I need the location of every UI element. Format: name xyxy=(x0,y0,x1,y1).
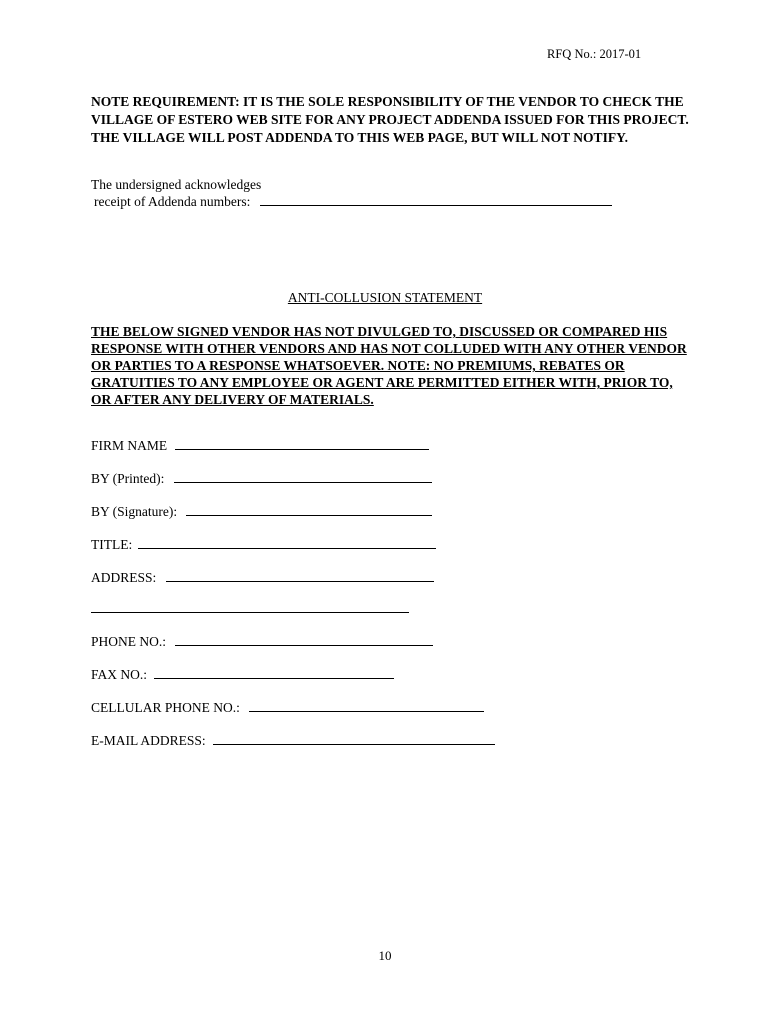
title-row xyxy=(91,536,436,553)
phone-row xyxy=(91,633,433,650)
acknowledge-line-1: The undersigned acknowledges xyxy=(91,177,262,192)
anti-collusion-statement: THE BELOW SIGNED VENDOR HAS NOT DIVULGED TO, DISCUSSED OR COMPARED HIS RESPONSE WITH OTHER VENDORS AND HAS NOT COLLUDED WITH ANY OTHER VENDOR OR PARTIES TO A RESPONSE WHATSOEVER. NOTE: NO PREMIUMS, REBATES OR GRATUITIES TO ANY EMPLOYEE OR AGENT ARE PERMITTED EITHER WITH, PRIOR TO, OR AFTER ANY DELIVERY OF MATERIALS. xyxy=(91,324,687,407)
fax-field[interactable] xyxy=(154,666,394,679)
page-number: 10 xyxy=(378,948,392,963)
by-signature-row xyxy=(91,503,432,520)
addenda-numbers-field[interactable] xyxy=(260,193,612,206)
address-field[interactable] xyxy=(166,569,434,582)
note-requirement: NOTE REQUIREMENT: IT IS THE SOLE RESPONSIBILITY OF THE VENDOR TO CHECK THE VILLAGE OF ESTERO WEB SITE FOR ANY PROJECT ADDENDA ISSUED FOR THIS PROJECT. THE VILLAGE WILL POST ADDENDA TO THIS WEB PAGE, BUT WILL NOT NOTIFY. xyxy=(91,94,689,145)
by-signature-label: BY (Signature): xyxy=(91,504,178,519)
email-field[interactable] xyxy=(213,732,495,745)
phone-field[interactable] xyxy=(175,633,433,646)
by-printed-row xyxy=(91,470,432,487)
phone-label: PHONE NO.: xyxy=(91,634,167,649)
title-field[interactable] xyxy=(138,536,436,549)
addenda-label: receipt of Addenda numbers: xyxy=(94,194,251,209)
cellular-row xyxy=(91,699,484,716)
cellular-label: CELLULAR PHONE NO.: xyxy=(91,700,240,715)
title-label: TITLE: xyxy=(91,537,133,552)
address-row xyxy=(91,569,434,586)
address-label: ADDRESS: xyxy=(91,570,157,585)
rfq-number: RFQ No.: 2017-01 xyxy=(547,47,642,61)
firm-name-label: FIRM NAME xyxy=(91,438,168,453)
by-signature-field[interactable] xyxy=(186,503,432,516)
firm-name-field[interactable] xyxy=(175,437,429,450)
firm-name-row xyxy=(91,437,429,454)
by-printed-field[interactable] xyxy=(174,470,432,483)
cellular-field[interactable] xyxy=(249,699,484,712)
email-label: E-MAIL ADDRESS: xyxy=(91,733,206,748)
addenda-receipt-row xyxy=(94,193,612,210)
fax-row xyxy=(91,666,394,683)
fax-label: FAX NO.: xyxy=(91,667,148,682)
email-row xyxy=(91,732,495,749)
by-printed-label: BY (Printed): xyxy=(91,471,165,486)
anti-collusion-title: ANTI-COLLUSION STATEMENT xyxy=(287,290,483,305)
address-line-2-field[interactable] xyxy=(91,612,409,613)
